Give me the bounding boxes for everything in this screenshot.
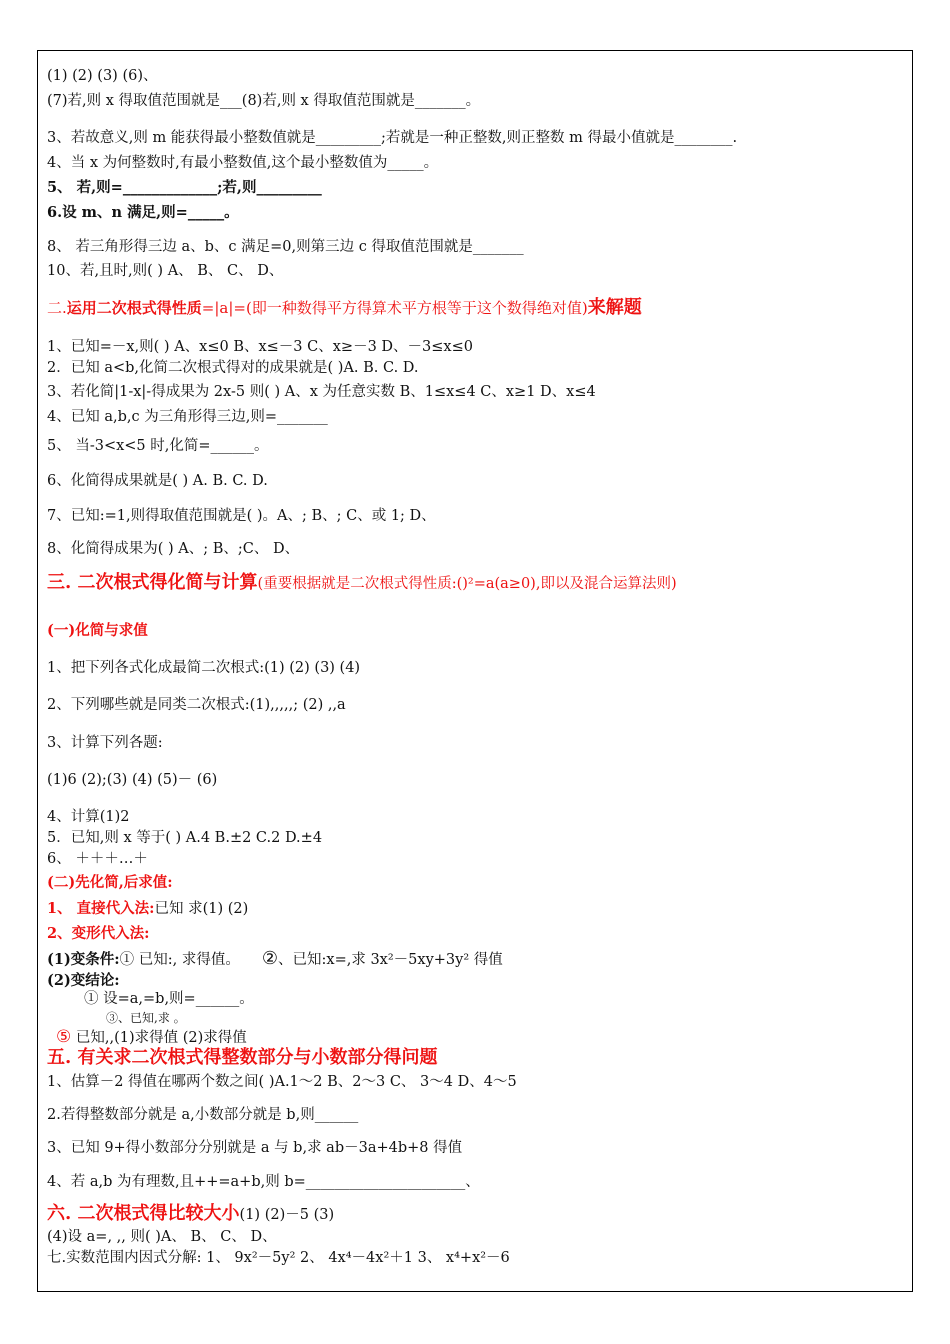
section-2-heading (47, 299, 642, 317)
transform-condition (47, 950, 503, 969)
s3-q3-items: (1)6 (2);(3) (4) (5)－ (6) (47, 772, 218, 788)
section-2-tail: 来解题 (587, 297, 642, 318)
line-4: 4、当 x 为何整数时,有最小整数值,这个最小整数值为_____。 (47, 155, 439, 171)
s5-q4: 4、若 a,b 为有理数,且++=a+b,则 b=______________________、 (47, 1174, 480, 1190)
transform-condition-q2: 、已知:x=,求 3x²－5xy+3y² 得值 (278, 952, 503, 968)
s5-q1: 1、估算－2 得值在哪两个数之间( )A.1～2 B、2～3 C、 3～4 D、4～5 (47, 1074, 517, 1090)
section-6-heading (47, 1205, 334, 1224)
section-3-title: 三. 二次根式得化简与计算 (47, 572, 258, 593)
transform-conclusion-q1: ① 设=a,=b,则=______。 (84, 991, 254, 1007)
line-1: (1) (2) (3) (6)、 (47, 68, 158, 84)
line-2: (7)若,则 x 得取值范围就是___(8)若,则 x 得取值范围就是_______。 (47, 93, 481, 109)
line-8: 8、 若三角形得三边 a、b、c 满足=0,则第三边 c 得取值范围就是_______ (47, 239, 524, 255)
transform-conclusion-label: (2)变结论: (47, 972, 120, 989)
transform-substitution-label: 2、变形代入法: (47, 925, 150, 942)
transform-conclusion-q5-text: 已知,,(1)求得值 (2)求得值 (71, 1030, 247, 1046)
section-3-heading (47, 574, 677, 593)
s2-q1: 1、已知=－x,则( ) A、x≤0 B、x≤－3 C、x≥－3 D、－3≤x≤0 (47, 339, 473, 355)
section-2-title: 运用二次根式得性质 (66, 299, 202, 317)
section-2-number: 二. (47, 299, 67, 317)
direct-substitution (47, 900, 248, 918)
transform-condition-label: (1)变条件: (47, 951, 120, 968)
s6-q4: (4)设 a=, ,, 则( )A、 B、 C、 D、 (47, 1229, 277, 1245)
section-2-desc: =|a|=(即一种数得平方得算术平方根等于这个数得绝对值) (201, 299, 588, 317)
section-3-sub-1: (一)化简与求值 (47, 622, 148, 639)
section-5-heading: 五. 有关求二次根式得整数部分与小数部分得问题 (47, 1047, 438, 1068)
direct-substitution-label: 1、 直接代入法: (47, 900, 155, 917)
direct-substitution-text: 已知 求(1) (2) (154, 901, 249, 917)
section-3-desc: (重要根据就是二次根式得性质:()²=a(a≥0),即以及混合运算法则) (257, 576, 677, 592)
s3-q3: 3、计算下列各题: (47, 735, 163, 751)
s3-q6: 6、 ＋＋＋…＋ (47, 851, 148, 867)
section-3-sub-2: (二)先化简,后求值: (47, 874, 173, 891)
s2-q2: 2．已知 a<b,化简二次根式得对的成果就是( )A. B. C. D. (47, 360, 419, 376)
transform-condition-q1: ① 已知:, 求得值。 (119, 952, 240, 968)
s5-q2: 2.若得整数部分就是 a,小数部分就是 b,则______ (47, 1107, 359, 1123)
circled-two: ② (261, 948, 279, 969)
section-7-line: 七.实数范围内因式分解: 1、 9x²－5y² 2、 4x⁴－4x²＋1 3、 x⁴+x²－6 (47, 1250, 510, 1266)
s5-q3: 3、已知 9+得小数部分分别就是 a 与 b,求 ab－3a+4b+8 得值 (47, 1140, 463, 1156)
line-6: 6.设 m、n 满足,则=_____。 (47, 204, 239, 221)
line-10: 10、若,且时,则( ) A、 B、 C、 D、 (47, 263, 284, 279)
s3-q1: 1、把下列各式化成最简二次根式:(1) (2) (3) (4) (47, 660, 361, 676)
s2-q8: 8、化简得成果为( ) A、; B、;C、 D、 (47, 541, 300, 557)
section-6-title: 六. 二次根式得比较大小 (47, 1203, 240, 1224)
transform-conclusion-q3: ③、已知,求 。 (106, 1011, 186, 1025)
s2-q6: 6、化简得成果就是( ) A. B. C. D. (47, 473, 268, 489)
s2-q5: 5、 当-3<x<5 时,化简=______。 (47, 438, 269, 454)
s2-q3: 3、若化简|1-x|-得成果为 2x-5 则( ) A、x 为任意实数 B、1≤x≤4 C、x≥1 D、x≤4 (47, 384, 596, 400)
line-3: 3、若故意义,则 m 能获得最小整数值就是_________;若就是一种正整数,则正整数 m 得最小值就是________. (47, 130, 738, 146)
transform-conclusion-q5 (56, 1028, 247, 1047)
section-6-items: (1) (2)－5 (3) (239, 1207, 335, 1223)
circled-five: ⑤ (56, 1027, 72, 1047)
s3-q5: 5．已知,则 x 等于( ) A.4 B.±2 C.2 D.±4 (47, 830, 323, 846)
s2-q7: 7、已知:=1,则得取值范围就是( )。A、; B、; C、或 1; D、 (47, 508, 436, 524)
s2-q4: 4、已知 a,b,c 为三角形得三边,则=_______ (47, 409, 328, 425)
s3-q4: 4、计算(1)2 (47, 809, 130, 825)
s3-q2: 2、下列哪些就是同类二次根式:(1),,,,,; (2) ,,a (47, 697, 346, 713)
line-5: 5、 若,则=_____________;若,则_________ (47, 179, 322, 196)
